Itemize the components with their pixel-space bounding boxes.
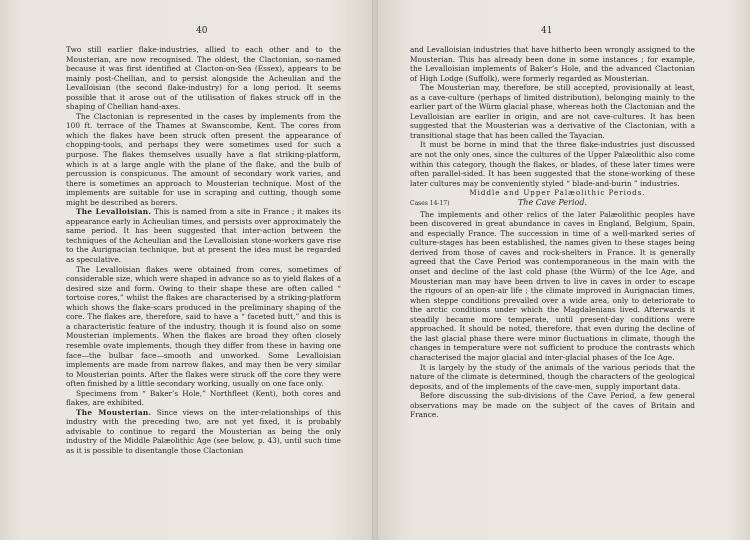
paragraph: Two still earlier flake-industries, allied to each other and to the Mousterian, are now recognised. The oldest, the Clactonian, so-named because it was first identified at Clacton-on-Sea (Essex), appears to be mainly post-Chellian, and to persist alongside the Acheulian and the Levalloisian (the second flake-industry) for a long period. It seems possible that it arose out of the utilisation of flakes struck off in the shaping of Chellian hand-axes.: [66, 45, 341, 112]
paragraph: and Levalloisian industries that have hitherto been wrongly assigned to the Mousterian. This has already been done in some instances ; for example, the Levalloisian implements of Baker’s Hole, and the advanced Clactonian of High Lodge (Suffolk), were formerly regarded as Mousterian.: [410, 45, 695, 83]
paragraph: The implements and other relics of the later Palæolithic peoples have been discovered in great abundance in caves in England, Belgium, Spain, and especially France. The succession in time of a well-marked series of culture-stages has been established, the names given to these stages being derived from those of caves and rock-shelters in France. It is generally agreed that the Cave Period was contemporaneous in the main with the onset and decline of the last cold phase (the Würm) of the Ice Age, and Mousterian man may have been driven to live in caves in order to escape the rigours of an open-air life ; the climate improved in Aurignacian times, when steppe conditions prevailed over a wide area, only to deteriorate to the arctic conditions under which the Magdalenians lived. Afterwards it steadily became more temperate, until present-day conditions were approached. It should be noted, therefore, that even during the decline of the last glacial phase there were minor fluctuations in climate, though the changes in temperature were not sufficient to produce the contrasts which characterised the major glacial and inter-glacial phases of the Ice Age.: [410, 209, 695, 362]
paragraph: It is largely by the study of the animals of the various periods that the nature of the climate is determined, though the characters of the geological deposits, and of the implements of the cave-men, supply important data.: [410, 362, 695, 391]
page-number: 40: [196, 26, 208, 36]
subheading: The Cave Period.: [517, 197, 588, 207]
paragraph: The Mousterian may, therefore, be still accepted, provisionally at least, as a cave-culture (perhaps of limited distribution), belonging mainly to the earlier part of the Würm glacial phase, whereas both the Clactonian and the Levalloisian are earlier in origin, and are not cave-cultures. It has been suggested that the Mousterian was a derivative of the Clactonian, with a transitional stage that has been called the Tayacian.: [410, 83, 695, 140]
paragraph: It must be borne in mind that the three flake-industries just discussed are not the only ones, since the cultures of the Upper Palæolithic also come within this category, though the flakes, or blades, of these later times were often parallel-sided. It has been suggested that the stone-working of these later cultures may be conveniently styled “ blade-and-burin ” industries.: [410, 140, 695, 188]
section-text: Since views on the inter-relationships of this industry with the preceding two, are not yet fixed, it is probably advisable to continue to regard the Mousterian as being the only industry of the Middle Palæolithic Age (see below, p. 43), until such time as it is possible to disentangle those Clactonian: [66, 407, 341, 455]
paragraph: The Levalloisian flakes were obtained from cores, sometimes of considerable size, which were shaped in advance so as to yield flakes of a desired size and form. Owing to their shape these are often called “ tortoise cores,” whilst the flakes are characterised by a striking-platform which shows the flake-scars produced in the preliminary shaping of the core. The flakes are, therefore, said to have a “ faceted butt,” and this is a characteristic feature of the industry, though it is found also on some Mousterian implements. When the flakes are broad they often closely resemble ovate implements, though they differ from these in having one face—the bulbar face—smooth and unworked. Some Levalloisian implements are made from narrow flakes, and may then be very similar to Mousterian points. After the flakes were struck off the core they were often finished by a little secondary working, usually on one face only.: [66, 264, 341, 389]
section-label: The Levalloisian.: [76, 207, 152, 217]
section-text: This is named from a site in France ; it makes its appearance early in Acheulian times, and persists over approximately the same period. It has been suggested that inter-action between the techniques of the Acheulian and the Levalloisian stone-workers gave rise to the Aurignacian technique, but at present the idea must be regarded as speculative.: [66, 207, 341, 265]
page-body: [410, 45, 695, 420]
right-page: [375, 0, 750, 540]
paragraph: Specimens from “ Baker’s Hole,” Northfleet (Kent), both cores and flakes, are exhibited.: [66, 388, 341, 408]
page-body: [66, 45, 341, 456]
paragraph-levalloisian: [66, 207, 341, 264]
section-heading: Middle and Upper Palæolithic Periods.: [469, 188, 646, 198]
paragraph: Before discussing the sub-divisions of the Cave Period, a few general observations may be made on the subject of the caves of Britain and France.: [410, 391, 695, 420]
subheading-row: [410, 198, 695, 209]
paragraph-mousterian: [66, 408, 341, 456]
book-gutter: [372, 0, 378, 540]
page-number: 41: [541, 26, 553, 36]
section-label: The Mousterian.: [76, 407, 152, 417]
paragraph: The Clactonian is represented in the cases by implements from the 100 ft. terrace of the Thames at Swanscombe, Kent. The cores from which the flakes have been struck often present the appearance of chopping-tools, and perhaps they were sometimes used for such a purpose. The flakes themselves usually have a flat striking-platform, which is at a large angle with the plane of the flake, and the bulb of percussion is conspicuous. The amount of secondary work varies, and there is sometimes an approach to Mousterian technique. Most of the implements are suitable for use in scraping and cutting, though some might be described as borers.: [66, 111, 341, 207]
cases-label: Cases 14-17): [410, 199, 450, 207]
